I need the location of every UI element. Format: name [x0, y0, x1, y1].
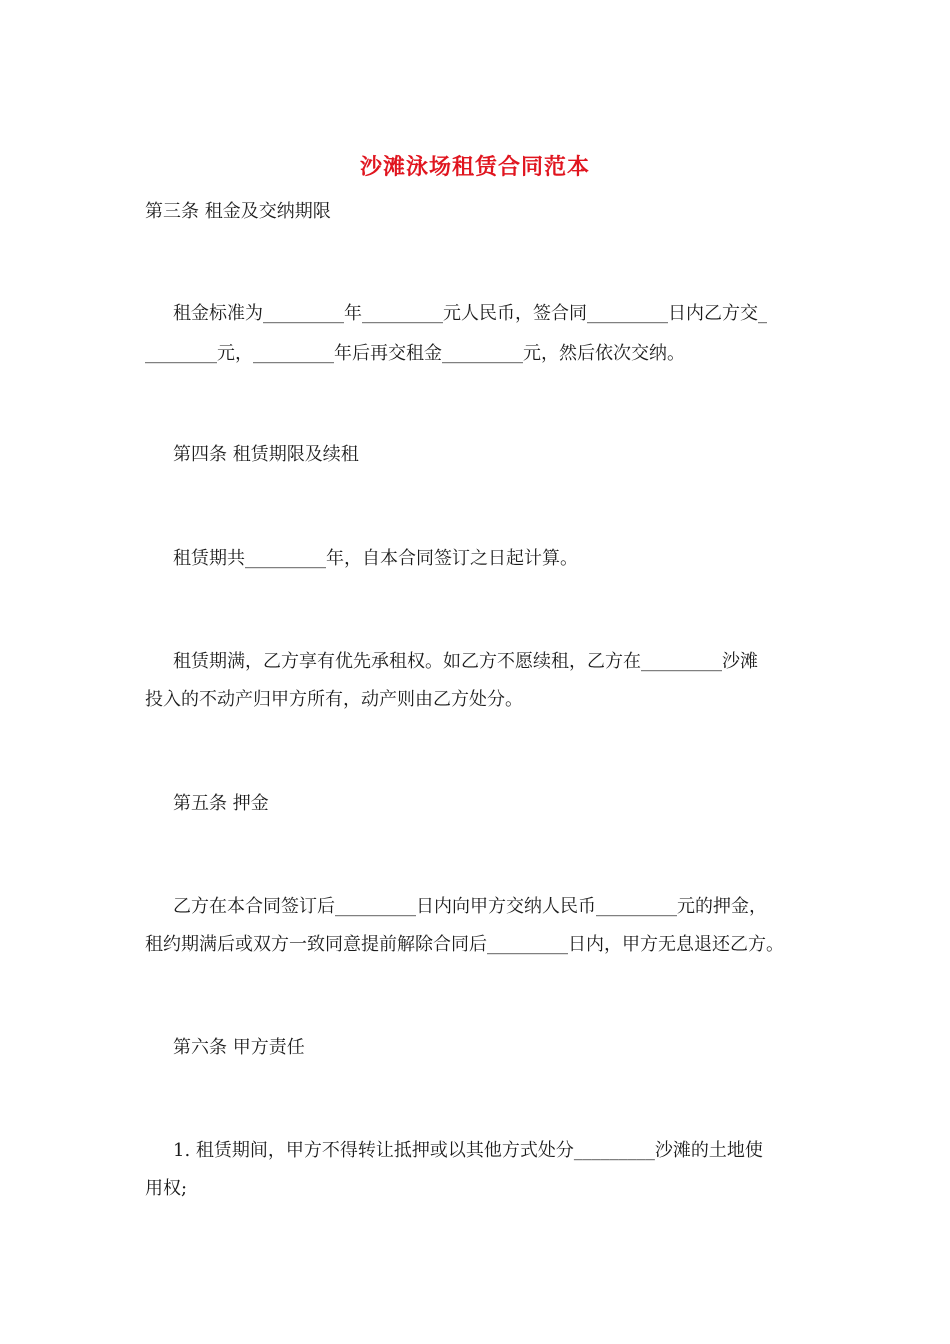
- article-4-heading: 第四条 租赁期限及续租: [173, 444, 359, 465]
- paragraph-line: 租金标准为_________年_________元人民币，签合同_________日内乙方交_: [173, 303, 767, 324]
- paragraph-line: ________元，_________年后再交租金_________元，然后依次交纳。: [145, 343, 685, 364]
- document-title: 沙滩泳场租赁合同范本: [359, 154, 590, 180]
- paragraph-line: 租约期满后或双方一致同意提前解除合同后_________日内，甲方无息退还乙方。: [145, 934, 784, 955]
- article-6-heading: 第六条 甲方责任: [173, 1037, 305, 1058]
- paragraph-line: 租赁期共_________年，自本合同签订之日起计算。: [173, 548, 578, 569]
- paragraph-line: 乙方在本合同签订后_________日内向甲方交纳人民币_________元的押金，: [173, 896, 767, 917]
- paragraph-line: 用权;: [145, 1178, 188, 1199]
- article-5-heading: 第五条 押金: [173, 793, 269, 814]
- paragraph-line: 1. 租赁期间，甲方不得转让抵押或以其他方式处分_________沙滩的土地使: [173, 1140, 763, 1161]
- article-3-heading: 第三条 租金及交纳期限: [145, 201, 331, 222]
- paragraph-line: 投入的不动产归甲方所有，动产则由乙方处分。: [145, 689, 523, 710]
- paragraph-line: 租赁期满，乙方享有优先承租权。如乙方不愿续租，乙方在_________沙滩: [173, 651, 758, 672]
